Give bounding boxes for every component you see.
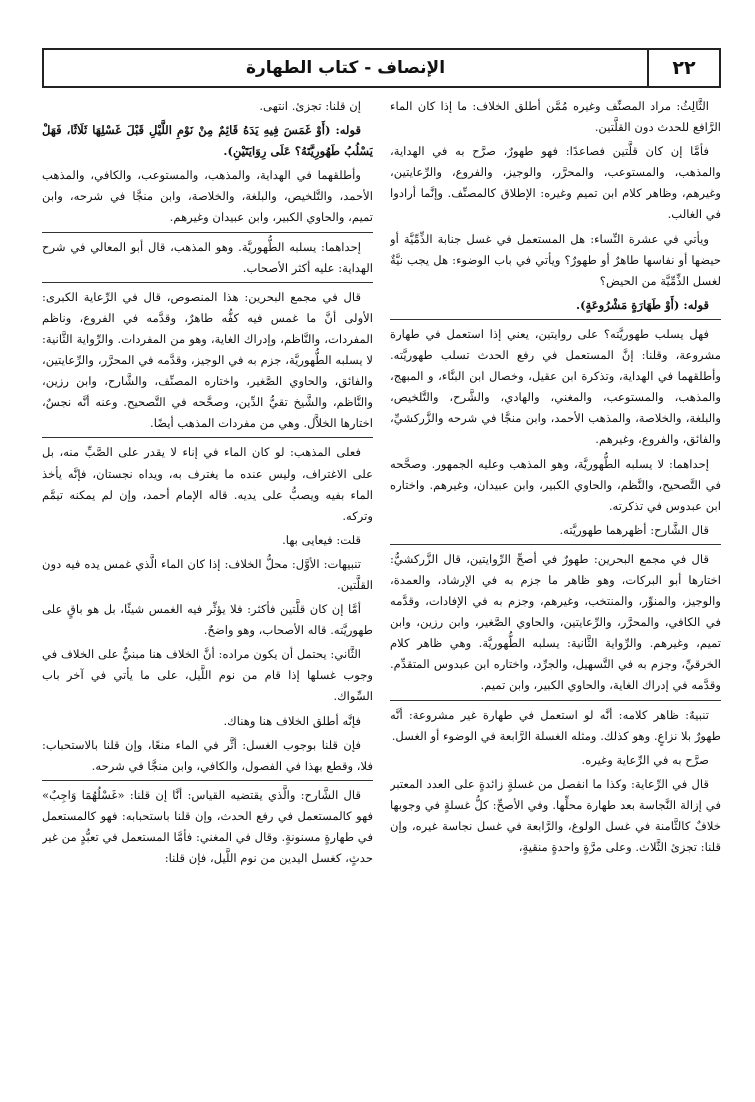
paragraph: الثَّاني: يحتمل أن يكون مراده: أنَّ الخلاف هنا مبنيٌّ على الخلاف في وجوب غسلها إذا قام من نوم اللَّيل، على ما يأتي في آخر باب السِّواك. (42, 647, 373, 704)
left-column (42, 96, 373, 1096)
paragraph: فأمَّا إن كان قلَّتين فصاعدًا: فهو طهورٌ، صرَّح به في الهداية، والمذهب، والمستوعب، والمحرَّر، والوجيز، والفروع، والرِّعايتين، وغيرهم، وظاهر كلام ابن تميم وغيره: الإطلاق كالمصنِّف. وإنَّما أرادوا في الغالب. (390, 144, 721, 222)
paragraph: فعلى المذهب: لو كان الماء في إناء لا يقدر على الصَّبِّ منه، بل على الاغتراف، وليس عنده ما يغترف به، ويداه نجستان، فإنَّه يأخذ الماء بفيه ويصبُّ على يديه. قاله الإمام أحمد، وإن لم يمكنه تيمَّم وتركه. (42, 445, 373, 523)
divider (42, 282, 373, 283)
paragraph: إحداهما: لا يسلبه الطُّهوريَّة، وهو المذهب وعليه الجمهور. وصحَّحه في التَّصحيح، والنَّظم، والحاوي الكبير، وابن عبيدان، وغيرهم. واختاره ابن عبدوس في تذكرته. (390, 456, 721, 513)
page-title: الإنصاف - كتاب الطهارة (245, 58, 446, 78)
quoted-text: قوله: (أَوْ طَهَارَةٍ مَشْرُوعَةٍ). (576, 297, 709, 312)
divider (390, 700, 721, 701)
divider (42, 437, 373, 438)
text-columns (42, 96, 721, 1096)
paragraph: صرَّح به في الرِّعاية وغيره. (581, 752, 709, 767)
paragraph: قلت: فيعايى بها. (282, 532, 361, 547)
right-column (390, 96, 721, 1096)
paragraph: تنبيهات: الأوَّل: محلُّ الخلاف: إذا كان الماء الَّذي غمس يده فيه دون القلَّتين. (42, 556, 373, 592)
paragraph: تنبيهٌ: ظاهر كلامه: أنَّه لو استعمل في طهارة غير مشروعة: أنَّه طهورٌ بلا نزاعٍ. وهو كذلك. ومثله الغسلة الرَّابعة في الوضوء أو الغسل. (390, 707, 721, 743)
paragraph: ويأتي في عشرة النِّساء: هل المستعمل في غسل جنابة الذِّمِّيَّة أو حيضها أو نفاسها طاهرٌ أو طهورٌ؟ ويأتي في باب الوضوء: هل يجب نيَّةٌ لغسل الذِّمِّيَّة من الحيض؟ (390, 231, 721, 288)
paragraph: أمَّا إن كان قلَّتين فأكثر: فلا يؤثِّر فيه الغمس شيئًا، بل هو باقٍ على طهوريَّته. قاله الأصحاب، وهو واضحٌ. (42, 602, 373, 638)
paragraph: قال في الرِّعاية: وكذا ما انفصل من غسلةٍ زائدةٍ على العدد المعتبر في إزالة النَّجاسة بعد طهارة محلِّها. وفي الأصحِّ: كلُّ غسلةٍ في وجوبها خلافٌ كالثَّامنة في غسل الولوغ، والرَّابعة في غسل نجاسة غيره، وإن قلنا: تجزئ الثَّلاث. وعلى مرَّةٍ واحدةٍ منقيةٍ، (390, 776, 721, 855)
divider (42, 232, 373, 233)
paragraph: إحداهما: يسلبه الطُّهوريَّة. وهو المذهب، قال أبو المعالي في شرح الهداية: عليه أكثر الأصحاب. (42, 239, 373, 275)
page-header (42, 48, 721, 88)
page-number: ٢٢ (647, 50, 719, 86)
paragraph: قال في مجمع البحرين: هذا المنصوص، قال في الرِّعاية الكبرى: الأولى أنَّ ما غمس فيه كفُّه طاهرٌ، وقدَّمه في الفروع، وناظم المفردات، والنَّاظم، وإدراك الغاية، وهو من المفردات. والرِّواية الثَّانية: لا يسلبه الطُّهوريَّة، جزم به في الوجيز، وقدَّمه في المحرَّر، والرِّعايتين، والفائق، والحاوي الصَّغير، واختاره المصنِّف، والشَّارح، وابن رزين، والنَّاظم، والشَّيخ تقيُّ الدِّين، وصحَّحه في التَّصحيح. وعنه أنَّه نجسٌ، اختارها الخلاَّل. وهي من مفردات المذهب أيضًا. (42, 289, 373, 431)
paragraph: إن قلنا: تجزئ. انتهى. (259, 99, 361, 113)
quoted-text: قوله: (أَوْ غَمَسَ فِيهِ يَدَهُ قَائِمٌ مِنْ نَوْمِ اللَّيْلِ قَبْلَ غَسْلِهَا ثَلَاثًا، فَهَلْ يَسْلُبُ طَهُورِيَّتَهُ؟ عَلَى رِوَايَتَيْنِ). (42, 123, 373, 159)
paragraph: قال الشَّارح: أظهرهما طهوريَّته. (559, 522, 709, 537)
divider (42, 780, 373, 781)
paragraph: فإن قلنا بوجوب الغسل: أثَّر في الماء منعًا، وإن قلنا بالاستحباب: فلا، وقطع بهذا في الفصول، والكافي، وابن منجَّا في شرحه. (42, 737, 373, 773)
paragraph: قال في مجمع البحرين: طهورٌ في أصحِّ الرِّوايتين، قال الزَّركشيُّ: اختارها أبو البركات، وهو ظاهر ما جزم به في الإرشاد، والعمدة، والوجيز، والمنوِّر، والمنتخب، وغيرهم، وجزم به في الإفادات، وقدَّمه في الكافي، والمحرَّر، والرِّعايتين، والحاوي الصَّغير، وابن رزين، وابن تميم، وغيرهم. والرِّواية الثَّانية: يسلبه الطُّهوريَّة. وهي ظاهر كلام الخرقيِّ، وجزم به في التَّسهيل، والجرِّد، واختاره ابن عبدوس المتقدِّم. وقدَّمه في إدراك الغاية، والحاوي الكبير، وابن تميم. (390, 551, 721, 693)
paragraph: الثَّالِثُ: مراد المصنِّف وغيره مُمَّن أطلق الخلاف: ما إذا كان الماء الرَّافع للحدث دون القلَّتين. (390, 99, 721, 135)
divider (390, 544, 721, 545)
paragraph: وأطلقهما في الهداية، والمذهب، والمستوعب، والكافي، والمذهب الأحمد، والتَّلخيص، والبلغة، والخلاصة، وابن منجَّا في شرحه، وابن تميم، والحاوي الكبير، وابن عبيدان وغيرهم. (42, 168, 373, 225)
divider (390, 319, 721, 320)
paragraph: فهل يسلب طهوريَّته؟ على روايتين، يعني إذا استعمل في طهارة مشروعة، وقلنا: إنَّ المستعمل في رفع الحدث تسلب طهوريَّته. وأطلقهما في الهداية، وتذكرة ابن عقيل، وخصال ابن البنَّاء، و المبهج، والمذهب، والمستوعب، والمغني، والهادي، والشَّرح، والتَّلخيص، والبلغة، والخلاصة، والمذهب الأحمد، وابن منجَّا في شرحه والزَّركشيِّ، والفائق، والفروع، وغيرهم. (390, 326, 721, 447)
paragraph: فإنَّه أطلق الخلاف هنا وهناك. (223, 713, 361, 728)
paragraph: قال الشَّارح: والَّذي يقتضيه القياس: أنَّا إن قلنا: «غَسْلُهُمَا وَاجِبٌ» فهو كالمستعمل في رفع الحدث، وإن قلنا باستحبابه: فهو كالمستعمل في طهارةٍ مسنونةٍ. وقال في المغني: فأمَّا المستعمل في تعبُّدٍ من غير حدثٍ، كغسل اليدين من نوم اللَّيل، فإن قلنا: (42, 787, 373, 866)
